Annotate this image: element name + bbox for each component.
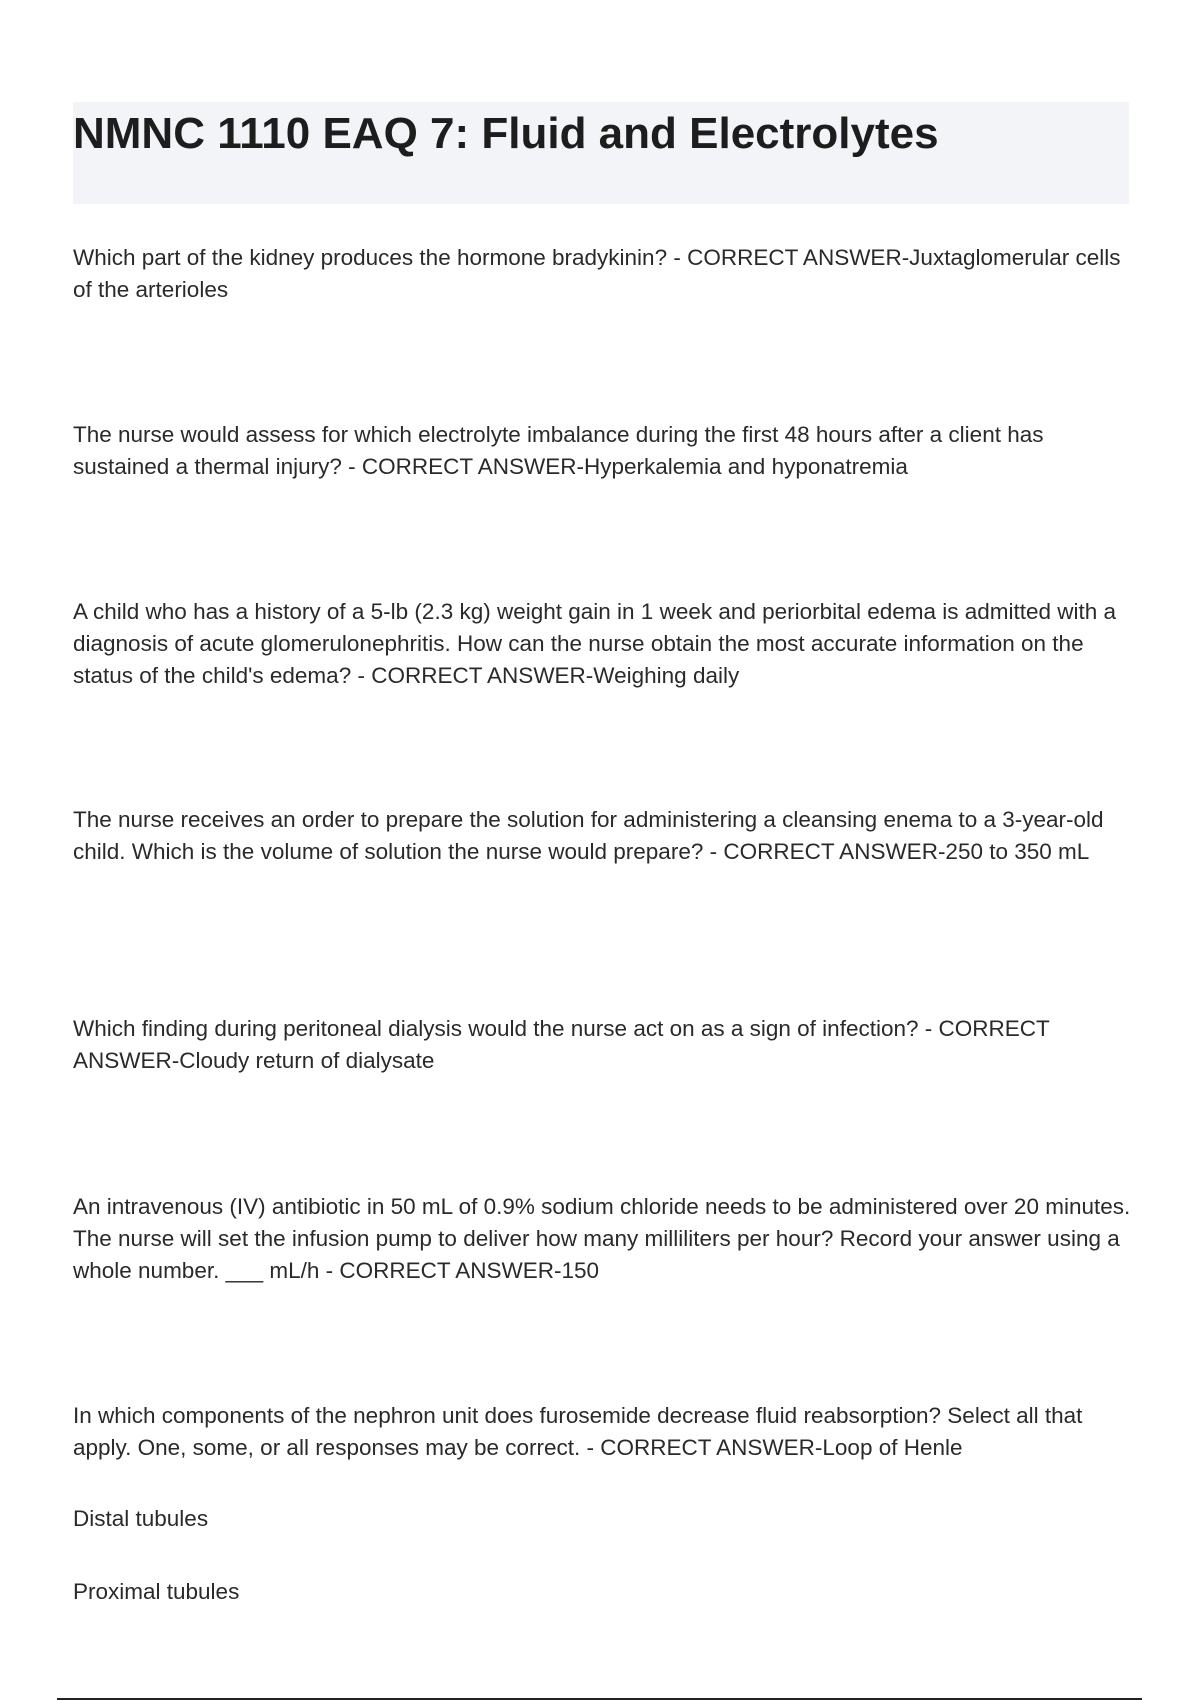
question-1: Which part of the kidney produces the hormone bradykinin? - CORRECT ANSWER-Juxtaglomerular cells of the arterioles: [73, 245, 1121, 302]
question-3: A child who has a history of a 5-lb (2.3 kg) weight gain in 1 week and periorbital edema is admitted with a diagnosis of acute glomerulonephritis. How can the nurse obtain the most accurate information on the status of the child's edema? - CORRECT ANSWER-Weighing daily: [73, 599, 1117, 688]
answer-distal-tubules: Distal tubules: [73, 1506, 209, 1531]
question-7: In which components of the nephron unit does furosemide decrease fluid reabsorption? Select all that apply. One, some, or all responses may be correct. - CORRECT ANSWER-Loop of Henle: [73, 1403, 1083, 1460]
question-5: Which finding during peritoneal dialysis would the nurse act on as a sign of infection? - CORRECT ANSWER-Cloudy return of dialysate: [73, 1016, 1050, 1073]
answer-proximal-tubules: Proximal tubules: [73, 1579, 240, 1604]
question-4: The nurse receives an order to prepare the solution for administering a cleansing enema to a 3-year-old child. Which is the volume of solution the nurse would prepare? - CORRECT ANSWER-250 to 350 mL: [73, 807, 1104, 864]
question-6: An intravenous (IV) antibiotic in 50 mL of 0.9% sodium chloride needs to be administered over 20 minutes. The nurse will set the infusion pump to deliver how many milliliters per hour? Record your answer using a whole number. ___ mL/h - CORRECT ANSWER-150: [73, 1194, 1131, 1283]
title-band: [73, 102, 1129, 204]
question-2: The nurse would assess for which electrolyte imbalance during the first 48 hours after a client has sustained a thermal injury? - CORRECT ANSWER-Hyperkalemia and hyponatremia: [73, 422, 1044, 479]
document-title: NMNC 1110 EAQ 7: Fluid and Electrolytes: [73, 109, 939, 158]
